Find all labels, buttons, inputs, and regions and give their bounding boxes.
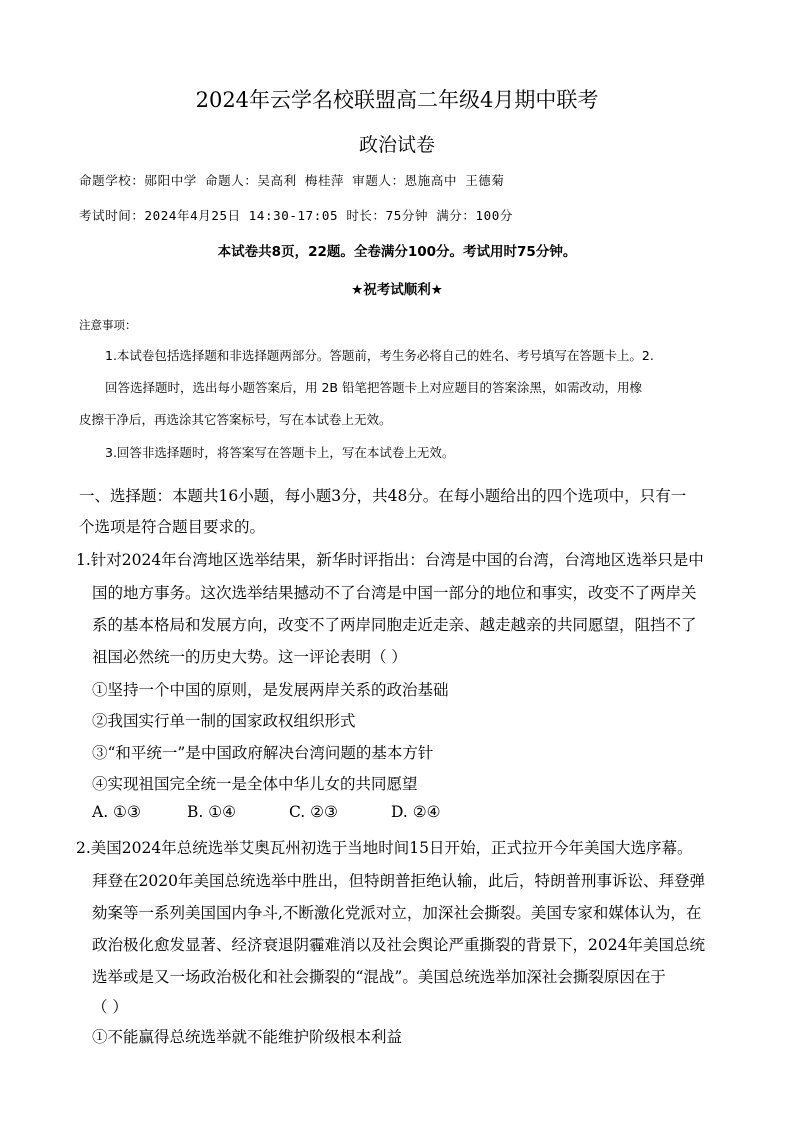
exam-title: 2024年云学名校联盟高二年级4月期中联考 bbox=[195, 88, 599, 112]
question-1-line: 祖国必然统一的历史大势。这一评论表明（ ） bbox=[92, 648, 407, 666]
note-line: 皮擦干净后，再选涂其它答案标号，写在本试卷上无效。 bbox=[79, 412, 392, 427]
question-2-line: 选举或是又一场政治极化和社会撕裂的“混战”。美国总统选举加深社会撕裂原因在于 bbox=[92, 968, 666, 986]
question-2-option: ①不能赢得总统选举就不能维护阶级根本利益 bbox=[92, 1028, 403, 1046]
note-line: 3.回答非选择题时，将答案写在答题卡上，写在本试卷上无效。 bbox=[105, 445, 455, 460]
exam-info: 本试卷共8页，22题。全卷满分100分。考试用时75分钟。 bbox=[217, 244, 577, 260]
question-2-line: 2.美国2024年总统选举艾奥瓦州初选于当地时间15日开始，正式拉开今年美国大选序幕。 bbox=[76, 839, 693, 857]
exam-subtitle: 政治试卷 bbox=[358, 134, 435, 156]
note-line: 1.本试卷包括选择题和非选择题两部分。答题前，考生务必将自己的姓名、考号填写在答题卡上。2. bbox=[105, 348, 654, 363]
question-1-option: ③“和平统一”是中国政府解决台湾问题的基本方针 bbox=[92, 744, 434, 762]
question-1-line: 系的基本格局和发展方向，改变不了两岸同胞走近走亲、越走越亲的共同愿望，阻挡不了 bbox=[92, 616, 697, 634]
choice-c: C. ②③ bbox=[289, 803, 338, 821]
question-1-option: ①坚持一个中国的原则，是发展两岸关系的政治基础 bbox=[92, 681, 449, 699]
question-1-option: ④实现祖国完全统一是全体中华儿女的共同愿望 bbox=[92, 775, 418, 793]
section-heading-cont: 个选项是符合题目要求的。 bbox=[79, 518, 266, 536]
choice-b: B. ①④ bbox=[187, 803, 237, 821]
choice-d: D. ②④ bbox=[391, 803, 441, 821]
question-2-line: 政治极化愈发显著、经济衰退阴霾难消以及社会舆论严重撕裂的背景下，2024年美国总统 bbox=[92, 936, 705, 954]
section-heading: 一、选择题：本题共16小题，每小题3分，共48分。在每小题给出的四个选项中，只有一 bbox=[79, 487, 687, 505]
question-2-line: 拜登在2020年美国总统选举中胜出，但特朗普拒绝认输，此后，特朗普刑事诉讼、拜登弹 bbox=[92, 872, 705, 890]
exam-wish: ★祝考试顺利★ bbox=[351, 282, 443, 298]
question-1-line: 国的地方事务。这次选举结果撼动不了台湾是中国一部分的地位和事实，改变不了两岸关 bbox=[92, 584, 697, 602]
question-2-line: 劾案等一系列美国国内争斗,不断激化党派对立，加深社会撕裂。美国专家和媒体认为，在 bbox=[92, 904, 702, 922]
question-1-choices bbox=[92, 803, 441, 821]
exam-meta-authors: 命题学校：郧阳中学 命题人：吴高利 梅桂萍 审题人：恩施高中 王德菊 bbox=[79, 173, 505, 188]
question-1-option: ②我国实行单一制的国家政权组织形式 bbox=[92, 712, 356, 730]
question-2-line: （ ） bbox=[92, 998, 128, 1016]
note-line: 回答选择题时，选出每小题答案后，用 2B 铅笔把答题卡上对应题目的答案涂黑，如需改动，用橡 bbox=[105, 380, 642, 395]
choice-a: A. ①③ bbox=[92, 803, 141, 821]
question-1-line: 1.针对2024年台湾地区选举结果，新华时评指出：台湾是中国的台湾，台湾地区选举只是中 bbox=[76, 551, 704, 569]
notes-heading: 注意事项： bbox=[79, 318, 137, 332]
exam-meta-time: 考试时间：2024年4月25日 14:30-17:05 时长：75分钟 满分：100分 bbox=[79, 208, 513, 223]
